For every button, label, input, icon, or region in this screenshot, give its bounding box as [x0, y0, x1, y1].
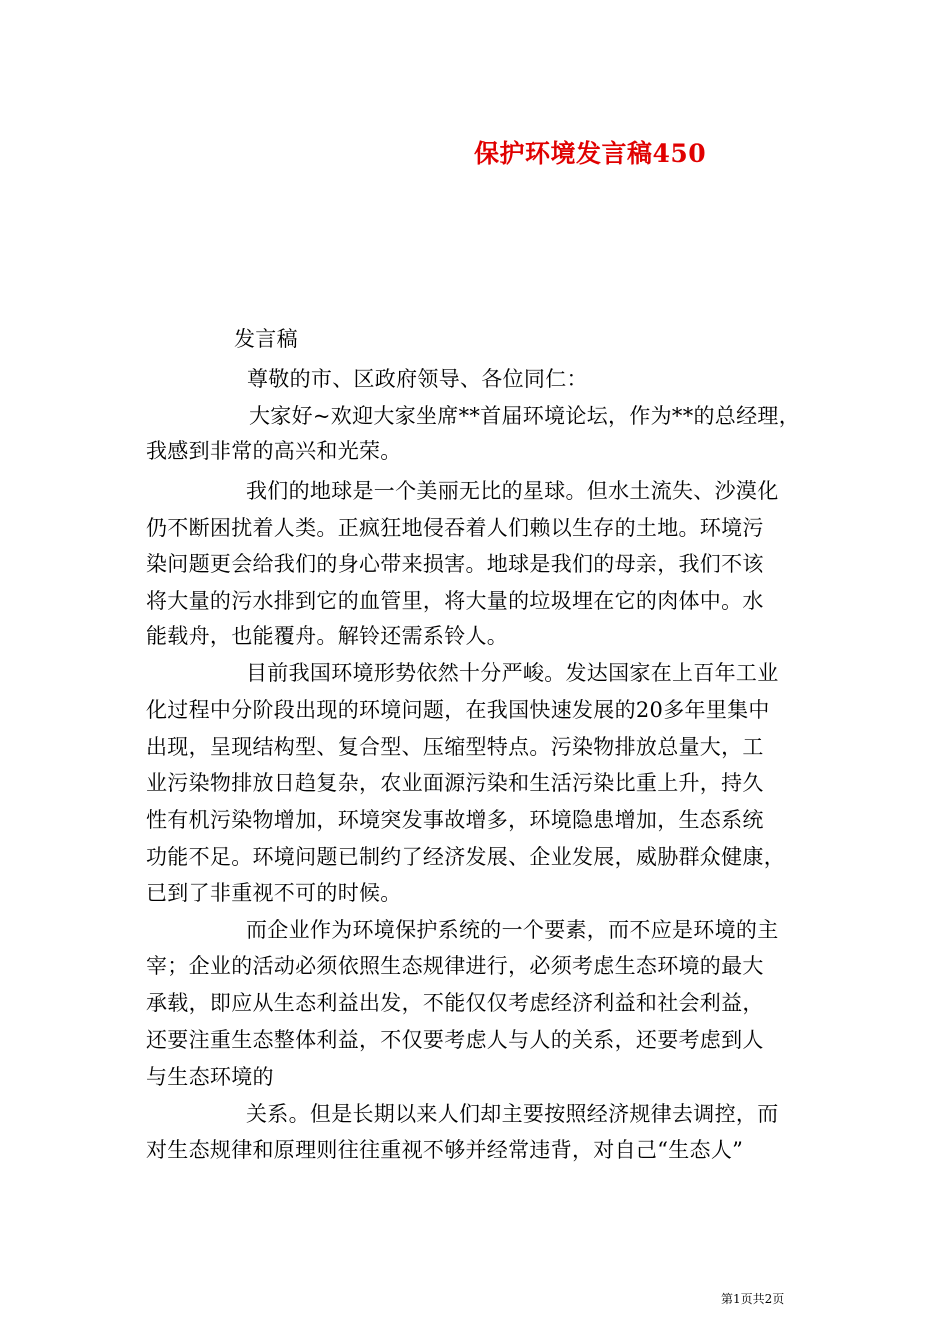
text-line: 宰；企业的活动必须依照生态规律进行，必须考虑生态环境的最大: [146, 954, 764, 978]
text-line: 业污染物排放日趋复杂，农业面源污染和生活污染比重上升，持久: [146, 771, 764, 795]
page-number-label: 第1页共2页: [721, 1292, 785, 1306]
text-line: 仍不断困扰着人类。正疯狂地侵吞着人们赖以生存的土地。环境污: [146, 516, 764, 540]
text-line: 关系。但是长期以来人们却主要按照经济规律去调控，而: [246, 1102, 779, 1126]
text-line: 已到了非重视不可的时候。: [146, 881, 402, 905]
text-line: 我感到非常的高兴和光荣。: [146, 439, 402, 463]
text-line: 对生态规律和原理则往往重视不够并经常违背，对自己“生态人”: [146, 1138, 744, 1162]
text-line: 大家好~欢迎大家坐席**首届环境论坛，作为**的总经理，: [249, 404, 800, 428]
document-title: 保护环境发言稿450: [474, 139, 707, 168]
text-line: 发言稿: [234, 327, 298, 351]
text-line: 目前我国环境形势依然十分严峻。发达国家在上百年工业: [246, 661, 779, 685]
text-line: 而企业作为环境保护系统的一个要素，而不应是环境的主: [246, 918, 779, 942]
text-line: 性有机污染物增加，环境突发事故增多，环境隐患增加，生态系统: [146, 808, 764, 832]
text-line: 与生态环境的: [146, 1065, 274, 1089]
text-line: 功能不足。环境问题已制约了经济发展、企业发展，威胁群众健康，: [146, 845, 785, 869]
text-line: 承载，即应从生态利益出发，不能仅仅考虑经济利益和社会利益，: [146, 991, 764, 1015]
page-footer: [721, 1290, 784, 1307]
text-line: 能载舟，也能覆舟。解铃还需系铃人。: [146, 624, 509, 648]
text-line: 染问题更会给我们的身心带来损害。地球是我们的母亲，我们不该: [146, 552, 764, 576]
text-line: 还要注重生态整体利益，不仅要考虑人与人的关系，还要考虑到人: [146, 1028, 764, 1052]
text-line: 我们的地球是一个美丽无比的星球。但水土流失、沙漠化: [246, 479, 779, 503]
text-line: 将大量的污水排到它的血管里，将大量的垃圾埋在它的肉体中。水: [146, 589, 764, 613]
text-line: 出现，呈现结构型、复合型、压缩型特点。污染物排放总量大，工: [146, 735, 764, 759]
text-line: 尊敬的市、区政府领导、各位同仁：: [247, 367, 588, 391]
text-line: 化过程中分阶段出现的环境问题，在我国快速发展的20多年里集中: [146, 698, 770, 722]
